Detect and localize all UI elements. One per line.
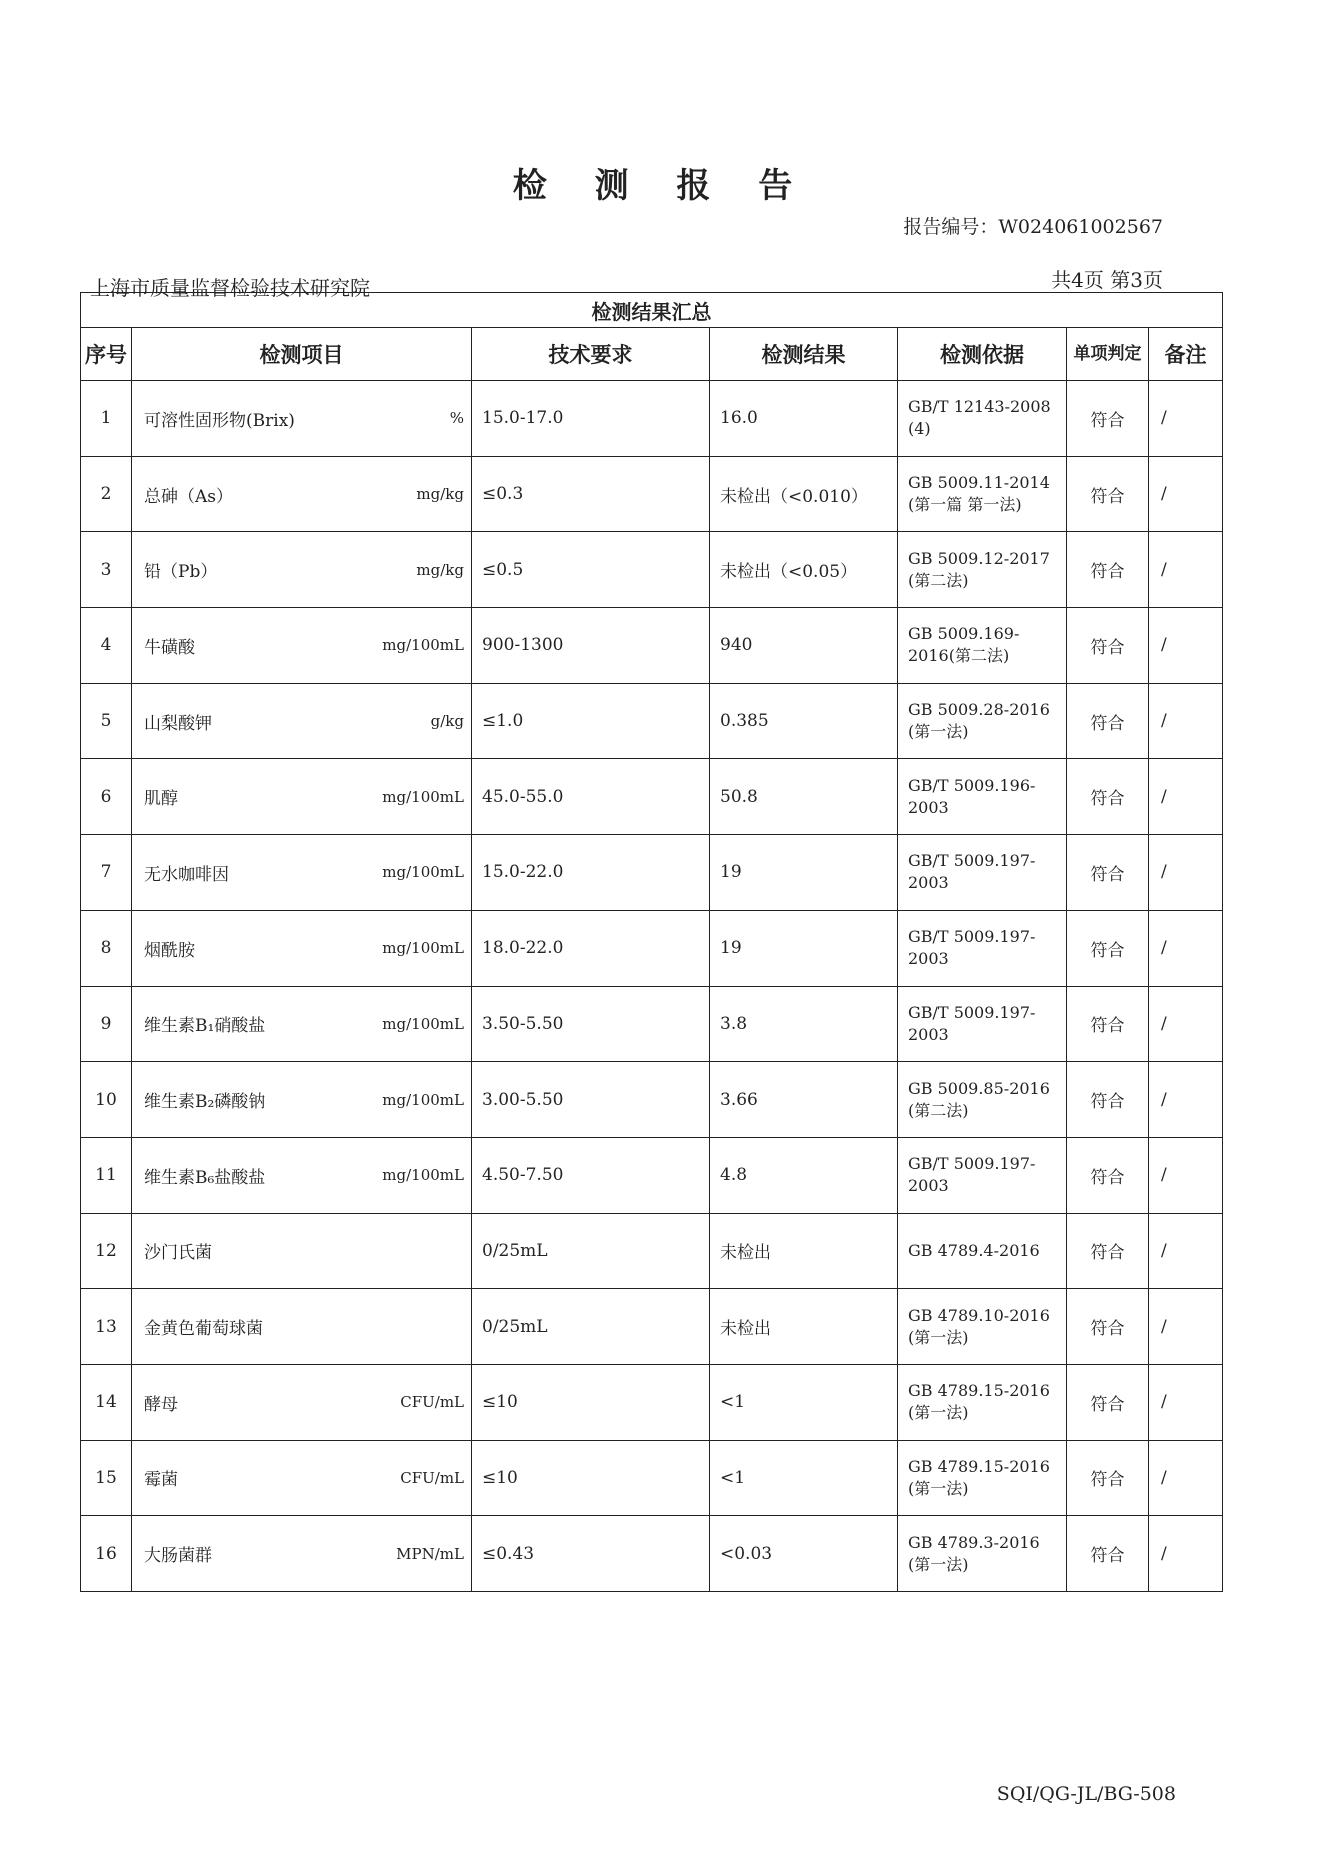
requirement-cell: 4.50-7.50: [472, 1137, 710, 1213]
item-name: 山梨酸钾: [144, 713, 212, 734]
item-name: 霉菌: [144, 1470, 178, 1491]
item-unit: mg/100mL: [382, 636, 464, 655]
item-unit: mg/100mL: [382, 863, 464, 882]
institute-name: 上海市质量监督检验技术研究院: [90, 276, 370, 300]
row-number: 1: [81, 381, 132, 457]
requirement-cell: 18.0-22.0: [472, 910, 710, 986]
note-cell: /: [1149, 1213, 1223, 1289]
judgement-cell: 符合: [1067, 1289, 1149, 1365]
item-cell: [132, 1440, 472, 1516]
result-cell: 0.385: [710, 683, 898, 759]
item-cell: [132, 1213, 472, 1289]
form-code: SQI/QG-JL/BG-508: [996, 1783, 1176, 1805]
table-row: [81, 986, 1223, 1062]
table-row: [81, 381, 1223, 457]
result-cell: 16.0: [710, 381, 898, 457]
note-cell: /: [1149, 381, 1223, 457]
basis-cell: GB/T 5009.196-2003: [898, 759, 1067, 835]
item-cell: [132, 1137, 472, 1213]
row-number: 14: [81, 1364, 132, 1440]
row-number: 7: [81, 835, 132, 911]
basis-cell: GB 4789.15-2016 (第一法): [898, 1440, 1067, 1516]
basis-cell: GB/T 5009.197-2003: [898, 1137, 1067, 1213]
item-unit: mg/kg: [416, 560, 464, 579]
item-cell: [132, 1364, 472, 1440]
table-row: [81, 1516, 1223, 1592]
note-cell: /: [1149, 1440, 1223, 1516]
requirement-cell: ≤1.0: [472, 683, 710, 759]
table-row: [81, 910, 1223, 986]
item-unit: CFU/mL: [400, 1393, 464, 1412]
table-row: [81, 683, 1223, 759]
row-number: 2: [81, 456, 132, 532]
item-name: 无水咖啡因: [144, 864, 229, 885]
note-cell: /: [1149, 1062, 1223, 1138]
result-cell: 未检出（<0.05）: [710, 532, 898, 608]
page-info: 共4页 第3页: [1051, 268, 1163, 292]
col-header-judgement: 单项判定: [1067, 328, 1149, 381]
requirement-cell: 15.0-22.0: [472, 835, 710, 911]
requirement-cell: 3.00-5.50: [472, 1062, 710, 1138]
requirement-cell: ≤0.3: [472, 456, 710, 532]
result-cell: 50.8: [710, 759, 898, 835]
col-header-requirement: 技术要求: [472, 328, 710, 381]
requirement-cell: 15.0-17.0: [472, 381, 710, 457]
note-cell: /: [1149, 532, 1223, 608]
row-number: 4: [81, 608, 132, 684]
result-cell: <0.03: [710, 1516, 898, 1592]
item-name: 肌醇: [144, 789, 178, 810]
note-cell: /: [1149, 608, 1223, 684]
table-row: [81, 1364, 1223, 1440]
row-number: 16: [81, 1516, 132, 1592]
note-cell: /: [1149, 1137, 1223, 1213]
item-unit: mg/100mL: [382, 939, 464, 958]
item-cell: [132, 608, 472, 684]
basis-cell: GB/T 12143-2008 (4): [898, 381, 1067, 457]
item-cell: [132, 1062, 472, 1138]
basis-cell: GB 4789.10-2016 (第一法): [898, 1289, 1067, 1365]
item-cell: [132, 683, 472, 759]
table-row: [81, 1062, 1223, 1138]
requirement-cell: ≤0.43: [472, 1516, 710, 1592]
row-number: 15: [81, 1440, 132, 1516]
item-cell: [132, 1289, 472, 1365]
item-cell: [132, 381, 472, 457]
item-name: 沙门氏菌: [144, 1243, 212, 1264]
item-unit: %: [449, 409, 464, 428]
basis-cell: GB 4789.15-2016 (第一法): [898, 1364, 1067, 1440]
requirement-cell: 0/25mL: [472, 1213, 710, 1289]
item-cell: [132, 456, 472, 532]
col-header-result: 检测结果: [710, 328, 898, 381]
table-row: [81, 1440, 1223, 1516]
note-cell: /: [1149, 1516, 1223, 1592]
note-cell: /: [1149, 1364, 1223, 1440]
basis-cell: GB 5009.11-2014 (第一篇 第一法): [898, 456, 1067, 532]
result-cell: 19: [710, 835, 898, 911]
requirement-cell: 3.50-5.50: [472, 986, 710, 1062]
basis-cell: GB 5009.28-2016 (第一法): [898, 683, 1067, 759]
item-name: 牛磺酸: [144, 637, 195, 658]
results-table: [80, 292, 1223, 1592]
item-cell: [132, 910, 472, 986]
item-name: 维生素B₂磷酸钠: [144, 1092, 266, 1113]
result-cell: 4.8: [710, 1137, 898, 1213]
item-cell: [132, 835, 472, 911]
item-name: 烟酰胺: [144, 940, 195, 961]
basis-cell: GB/T 5009.197-2003: [898, 835, 1067, 911]
result-cell: <1: [710, 1364, 898, 1440]
table-row: [81, 835, 1223, 911]
table-row: [81, 1213, 1223, 1289]
note-cell: /: [1149, 835, 1223, 911]
basis-cell: GB 5009.85-2016 (第二法): [898, 1062, 1067, 1138]
item-unit: mg/100mL: [382, 787, 464, 806]
report-number: 报告编号：W024061002567: [903, 216, 1163, 238]
requirement-cell: 900-1300: [472, 608, 710, 684]
judgement-cell: 符合: [1067, 456, 1149, 532]
requirement-cell: ≤10: [472, 1440, 710, 1516]
item-name: 维生素B₆盐酸盐: [144, 1167, 266, 1188]
item-cell: [132, 1516, 472, 1592]
row-number: 11: [81, 1137, 132, 1213]
basis-cell: GB/T 5009.197-2003: [898, 986, 1067, 1062]
table-caption: 检测结果汇总: [81, 293, 1223, 328]
item-unit: mg/kg: [416, 485, 464, 504]
item-name: 维生素B₁硝酸盐: [144, 1016, 266, 1037]
judgement-cell: 符合: [1067, 1364, 1149, 1440]
row-number: 3: [81, 532, 132, 608]
note-cell: /: [1149, 683, 1223, 759]
result-cell: 19: [710, 910, 898, 986]
judgement-cell: 符合: [1067, 381, 1149, 457]
result-cell: 未检出: [710, 1213, 898, 1289]
item-name: 金黄色葡萄球菌: [144, 1319, 263, 1340]
row-number: 9: [81, 986, 132, 1062]
basis-cell: GB 4789.3-2016 (第一法): [898, 1516, 1067, 1592]
report-title: 检 测 报 告: [512, 166, 811, 206]
judgement-cell: 符合: [1067, 608, 1149, 684]
basis-cell: GB 5009.12-2017 (第二法): [898, 532, 1067, 608]
requirement-cell: ≤10: [472, 1364, 710, 1440]
col-header-note: 备注: [1149, 328, 1223, 381]
item-unit: mg/100mL: [382, 1166, 464, 1185]
result-cell: <1: [710, 1440, 898, 1516]
table-row: [81, 532, 1223, 608]
item-unit: mg/100mL: [382, 1014, 464, 1033]
col-header-basis: 检测依据: [898, 328, 1067, 381]
basis-cell: GB 5009.169-2016(第二法): [898, 608, 1067, 684]
note-cell: /: [1149, 910, 1223, 986]
judgement-cell: 符合: [1067, 910, 1149, 986]
table-row: [81, 1137, 1223, 1213]
item-unit: mg/100mL: [382, 1090, 464, 1109]
row-number: 8: [81, 910, 132, 986]
judgement-cell: 符合: [1067, 986, 1149, 1062]
row-number: 13: [81, 1289, 132, 1365]
note-cell: /: [1149, 986, 1223, 1062]
judgement-cell: 符合: [1067, 1516, 1149, 1592]
item-name: 总砷（As）: [144, 486, 234, 507]
basis-cell: GB/T 5009.197-2003: [898, 910, 1067, 986]
item-cell: [132, 986, 472, 1062]
item-cell: [132, 759, 472, 835]
judgement-cell: 符合: [1067, 759, 1149, 835]
row-number: 5: [81, 683, 132, 759]
table-row: [81, 456, 1223, 532]
item-name: 大肠菌群: [144, 1546, 212, 1567]
result-cell: 940: [710, 608, 898, 684]
table-row: [81, 608, 1223, 684]
table-row: [81, 759, 1223, 835]
result-cell: 未检出: [710, 1289, 898, 1365]
item-name: 可溶性固形物(Brix): [144, 410, 295, 431]
judgement-cell: 符合: [1067, 532, 1149, 608]
judgement-cell: 符合: [1067, 835, 1149, 911]
note-cell: /: [1149, 456, 1223, 532]
result-cell: 3.8: [710, 986, 898, 1062]
judgement-cell: 符合: [1067, 1137, 1149, 1213]
item-unit: g/kg: [430, 712, 464, 731]
item-name: 酵母: [144, 1394, 178, 1415]
col-header-no: 序号: [81, 328, 132, 381]
results-body: [81, 381, 1223, 1592]
row-number: 6: [81, 759, 132, 835]
judgement-cell: 符合: [1067, 683, 1149, 759]
item-name: 铅（Pb）: [144, 562, 218, 583]
requirement-cell: ≤0.5: [472, 532, 710, 608]
col-header-item: 检测项目: [132, 328, 472, 381]
judgement-cell: 符合: [1067, 1213, 1149, 1289]
note-cell: /: [1149, 1289, 1223, 1365]
table-row: [81, 1289, 1223, 1365]
note-cell: /: [1149, 759, 1223, 835]
result-cell: 未检出（<0.010）: [710, 456, 898, 532]
row-number: 12: [81, 1213, 132, 1289]
requirement-cell: 45.0-55.0: [472, 759, 710, 835]
item-cell: [132, 532, 472, 608]
result-cell: 3.66: [710, 1062, 898, 1138]
item-unit: CFU/mL: [400, 1468, 464, 1487]
item-unit: MPN/mL: [396, 1544, 464, 1563]
requirement-cell: 0/25mL: [472, 1289, 710, 1365]
row-number: 10: [81, 1062, 132, 1138]
judgement-cell: 符合: [1067, 1062, 1149, 1138]
judgement-cell: 符合: [1067, 1440, 1149, 1516]
basis-cell: GB 4789.4-2016: [898, 1213, 1067, 1289]
